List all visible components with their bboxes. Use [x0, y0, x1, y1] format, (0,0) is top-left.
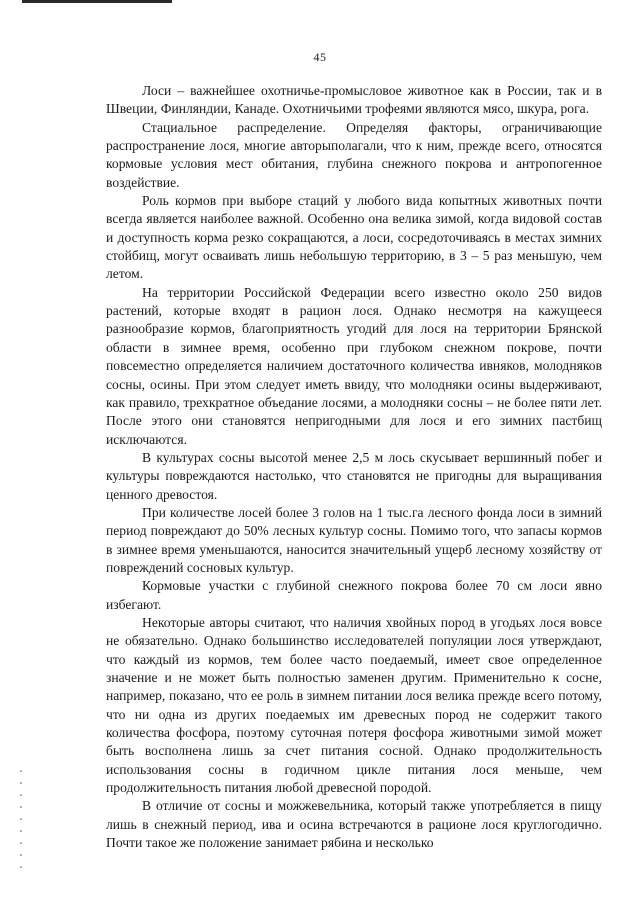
paragraph: В культурах сосны высотой менее 2,5 м лось скусывает вершинный побег и культуры повреждаются настолько, что становятся не пригодны для выращивания ценного древостоя. — [106, 449, 602, 502]
scan-dot — [20, 854, 22, 856]
text-body — [106, 82, 602, 852]
paragraph: Некоторые авторы считают, что наличия хвойных пород в угодьях лося вовсе не обязательно. Однако большинство исследователей популяции лося утверждают, что каждый из кормов, тем более часто поедаемый, имеет свое определенное значение и не может быть полностью заменен другим. Применительно к сосне, например, показано, что ее роль в зимнем питании лося велика прежде всего потому, что ни одна из других поедаемых им древесных пород не содержит такого количества фосфора, поэтому суточная потеря фосфора животными зимой может быть восполнена лишь за счет питания сосной. Однако продолжительность использования сосны в годичном цикле питания лося меньше, чем продолжительность питания любой древесной породой. — [106, 614, 602, 796]
scan-dot — [20, 770, 22, 772]
scan-dot — [20, 866, 22, 868]
top-rule — [22, 0, 172, 3]
paragraph: Роль кормов при выборе стаций у любого вида копытных животных почти всегда является наиболее важной. Особенно она велика зимой, когда видовой состав и доступность корма резко сокращаются, а лоси, сосредоточиваясь в местах зимних стойбищ, могут осваивать лишь небольшую территорию, в 3 – 5 раз меньшую, чем летом. — [106, 193, 602, 282]
paragraph: Стациальное распределение. Определяя факторы, ограничивающие распространение лося, многие авторыполагали, что к ним, прежде всего, относятся кормовые условия мест обитания, глубина снежного покрова и антропогенное воздействие. — [106, 119, 602, 190]
scan-dot — [20, 842, 22, 844]
paragraph: На территории Российской Федерации всего известно около 250 видов растений, которые входят в рацион лося. Однако несмотря на кажущееся разнообразие кормов, благоприятность угодий для лося на территории Брянской области в зимнее время, особенно при глубоком снежном покрове, почти повсеместно определяется наличием достаточного количества ивняков, молодняков сосны, осины. При этом следует иметь ввиду, что молодняки осины выдерживают, как правило, трехкратное объедание лосями, а молодняки сосны – не более пяти лет. После этого они становятся непригодными для лося и его зимних пастбищ исключаются. — [106, 284, 602, 447]
page-number: 45 — [313, 50, 327, 64]
margin-scan-marks — [20, 770, 26, 878]
paragraph: При количестве лосей более 3 голов на 1 тыс.га лесного фонда лоси в зимний период повреждают до 50% лесных культур сосны. Помимо того, что запасы кормов в зимнее время уменьшаются, наносится значительный ущерб лесному хозяйству от повреждений сосновых культур. — [106, 504, 602, 575]
paragraph: Лоси – важнейшее охотничье-промысловое животное как в России, так и в Швеции, Финляндии, Канаде. Охотничьими трофеями являются мясо, шкура, рога. — [106, 83, 602, 117]
scan-dot — [20, 782, 22, 784]
scan-dot — [20, 830, 22, 832]
scan-dot — [20, 806, 22, 808]
scan-dot — [20, 818, 22, 820]
scan-dot — [20, 794, 22, 796]
paragraph-last: В отличие от сосны и можжевельника, который также употребляется в пищу лишь в снежный период, ива и осина встречаются в рационе лося круглогодично. Почти такое же положение занимает рябина и несколько — [106, 798, 602, 851]
paragraph: Кормовые участки с глубиной снежного покрова более 70 см лоси явно избегают. — [106, 578, 602, 612]
